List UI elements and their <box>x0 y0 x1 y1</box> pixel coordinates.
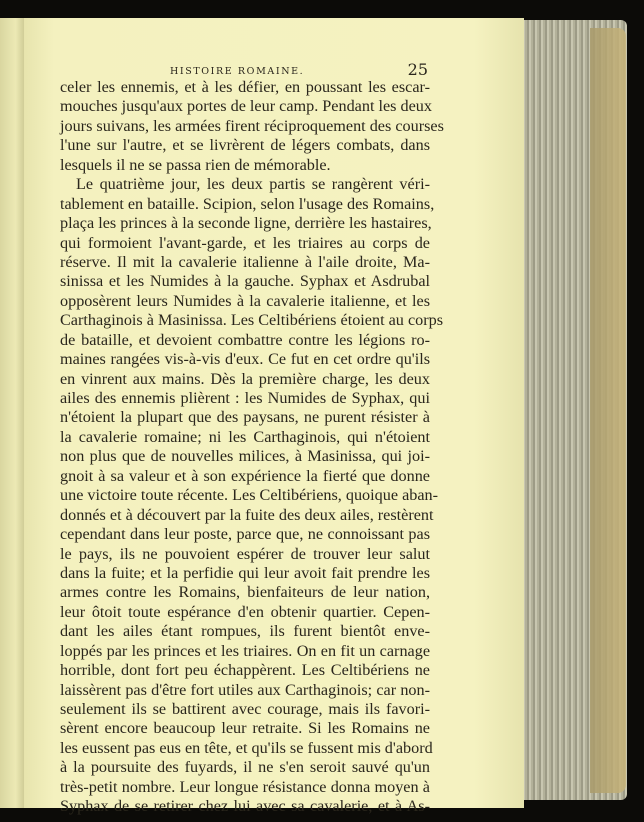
text-line: mouches jusqu'aux portes de leur camp. Pendant les deux <box>60 97 432 116</box>
text-line: sèrent encore beaucoup leur retraite. Si les Romains ne <box>60 719 430 738</box>
text-line: une victoire toute récente. Les Celtibériens, quoique aban- <box>60 486 439 505</box>
text-line: celer les ennemis, et à les défier, en poussant les escar- <box>60 78 430 96</box>
text-line: ailes des ennemis plièrent : les Numides de Syphax, qui <box>60 389 430 407</box>
text-line: le pays, ils ne pouvoient espérer de trouver leur salut <box>60 544 430 563</box>
text-line: seulement ils se battirent avec courage, mais ils favori- <box>60 700 430 718</box>
text-line: tablement en bataille. Scipion, selon l'usage des Romains, <box>60 194 435 213</box>
book-page <box>24 18 524 816</box>
text-line: n'étoient la plupart que des paysans, ne purent résister à <box>60 408 430 427</box>
text-line: loppés par les princes et les triaires. On en fit un carnage <box>60 641 430 660</box>
text-line: gnoit à sa valeur et à son expérience la fierté que donne <box>60 466 430 485</box>
text-line: dans la fuite; et la perfidie qui leur avoit fait prendre les <box>60 563 430 582</box>
body-text <box>60 78 444 817</box>
text-line: sinissa et les Numides à la gauche. Syphax et Asdrubal <box>60 272 430 291</box>
text-line: les eussent pas eus en tête, et qu'ils se fussent mis d'abord <box>60 738 433 757</box>
text-line: en vinrent aux mains. Dès la première charge, les deux <box>60 369 430 388</box>
text-line: lesquels il ne se passa rien de mémorable. <box>60 155 331 174</box>
text-line: maines rangées vis-à-vis d'eux. Ce fut en cet ordre qu'ils <box>60 350 430 369</box>
text-line: très-petit nombre. Leur longue résistance donna moyen à <box>60 777 430 796</box>
text-line: horrible, dont fort peu échappèrent. Les Celtibériens ne <box>60 661 430 680</box>
text-line: plaça les princes à la seconde ligne, derrière les hastaires, <box>60 214 432 233</box>
text-line: Carthaginois à Masinissa. Les Celtibériens étoient au corps <box>60 311 444 330</box>
text-line: de bataille, et devoient combattre contre les légions ro- <box>60 330 430 349</box>
text-line: jours suivans, les armées firent réciproquement des courses <box>60 116 444 135</box>
left-page-edge <box>0 18 26 808</box>
text-line: leur ôtoit toute espérance d'en obtenir quartier. Cepen- <box>60 602 430 621</box>
text-line: l'une sur l'autre, et se livrèrent de légers combats, dans <box>60 136 430 155</box>
text-line: non plus que de nouvelles milices, à Masinissa, qui joi- <box>60 447 430 466</box>
running-title: HISTOIRE ROMAINE. <box>170 66 305 77</box>
text-line: armes contre les Romains, bienfaiteurs de leur nation, <box>60 583 430 602</box>
text-line: dant les ailes étant rompues, ils furent bientôt enve- <box>60 622 430 641</box>
page-number: 25 <box>407 60 428 79</box>
text-line: donnés et à découvert par la fuite des deux ailes, restèrent <box>60 505 434 524</box>
text-line: cependant dans leur poste, parce que, ne connoissant pas <box>60 525 430 544</box>
text-line: opposèrent leurs Numides à la cavalerie italienne, et les <box>60 291 430 310</box>
text-line: Syphax de se retirer chez lui avec sa cavalerie, et à As- <box>60 797 430 816</box>
book-cover-edge <box>590 28 626 793</box>
text-line: réserve. Il mit la cavalerie italienne à l'aile droite, Ma- <box>60 252 430 271</box>
text-line: à la poursuite des fuyards, il ne s'en seroit sauvé qu'un <box>60 758 430 777</box>
text-line: qui formoient l'avant-garde, et les triaires au corps de <box>60 233 430 252</box>
text-line: laissèrent pas d'être fort utiles aux Carthaginois; car non- <box>60 680 430 699</box>
text-line: Le quatrième jour, les deux partis se rangèrent véri- <box>76 175 430 194</box>
text-line: la cavalerie romaine; ni les Carthaginois, qui n'étoient <box>60 427 430 446</box>
